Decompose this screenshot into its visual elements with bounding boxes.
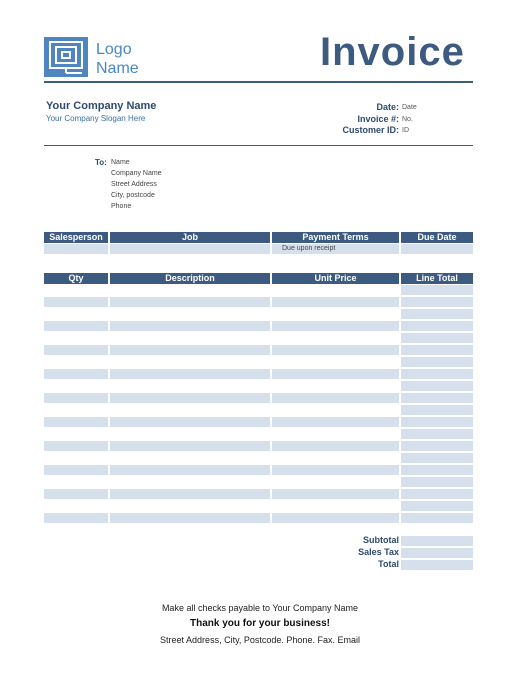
qty-cell[interactable] bbox=[44, 345, 108, 355]
payment-terms-cell[interactable]: Due upon receipt bbox=[272, 244, 399, 254]
description-cell[interactable] bbox=[110, 417, 270, 427]
invoice-number-label: Invoice #: bbox=[357, 114, 399, 124]
line-total-cell[interactable] bbox=[401, 465, 473, 475]
line-total-cell[interactable] bbox=[401, 333, 473, 343]
due-date-header: Due Date bbox=[401, 232, 473, 243]
date-label: Date: bbox=[376, 102, 399, 112]
to-phone: Phone bbox=[111, 203, 132, 210]
line-total-cell[interactable] bbox=[401, 417, 473, 427]
job-header: Job bbox=[110, 232, 270, 243]
salesperson-cell[interactable] bbox=[44, 244, 108, 254]
line-total-cell[interactable] bbox=[401, 405, 473, 415]
logo-name bbox=[96, 40, 139, 78]
thank-you-note: Thank you for your business! bbox=[189, 618, 331, 629]
company-name: Your Company Name bbox=[46, 100, 157, 112]
line-total-cell[interactable] bbox=[401, 309, 473, 319]
company-slogan: Your Company Slogan Here bbox=[46, 114, 146, 123]
unit-price-cell[interactable] bbox=[272, 321, 399, 331]
customer-id-label: Customer ID: bbox=[342, 125, 399, 135]
description-cell[interactable] bbox=[110, 345, 270, 355]
line-total-cell[interactable] bbox=[401, 441, 473, 451]
salesperson-header: Salesperson bbox=[44, 232, 108, 243]
description-cell[interactable] bbox=[110, 513, 270, 523]
line-total-cell[interactable] bbox=[401, 489, 473, 499]
unit-price-cell[interactable] bbox=[272, 441, 399, 451]
line-total-cell[interactable] bbox=[401, 381, 473, 391]
description-cell[interactable] bbox=[110, 441, 270, 451]
top-divider bbox=[44, 81, 473, 83]
description-cell[interactable] bbox=[110, 393, 270, 403]
description-cell[interactable] bbox=[110, 489, 270, 499]
customer-id-value: ID bbox=[402, 127, 409, 134]
qty-header: Qty bbox=[44, 273, 108, 284]
description-header: Description bbox=[110, 273, 270, 284]
invoice-number-value: No. bbox=[402, 116, 413, 123]
line-total-cell[interactable] bbox=[401, 501, 473, 511]
to-label: To: bbox=[95, 158, 107, 167]
payment-terms-header: Payment Terms bbox=[272, 232, 399, 243]
line-total-cell[interactable] bbox=[401, 477, 473, 487]
unit-price-cell[interactable] bbox=[272, 417, 399, 427]
qty-cell[interactable] bbox=[44, 465, 108, 475]
sales-tax-label: Sales Tax bbox=[358, 547, 399, 557]
line-total-header: Line Total bbox=[401, 273, 473, 284]
logo-line-2: Name bbox=[96, 60, 139, 77]
date-value: Date bbox=[402, 104, 417, 111]
unit-price-cell[interactable] bbox=[272, 345, 399, 355]
to-street: Street Address bbox=[111, 181, 157, 188]
line-total-cell[interactable] bbox=[401, 357, 473, 367]
total-label: Total bbox=[378, 559, 399, 569]
unit-price-cell[interactable] bbox=[272, 297, 399, 307]
line-total-cell[interactable] bbox=[401, 393, 473, 403]
description-cell[interactable] bbox=[110, 465, 270, 475]
page-title: Invoice bbox=[320, 30, 465, 74]
unit-price-cell[interactable] bbox=[272, 369, 399, 379]
due-date-cell[interactable] bbox=[401, 244, 473, 254]
description-cell[interactable] bbox=[110, 297, 270, 307]
logo-image bbox=[44, 37, 88, 77]
qty-cell[interactable] bbox=[44, 441, 108, 451]
sales-tax-value[interactable] bbox=[401, 548, 473, 558]
qty-cell[interactable] bbox=[44, 417, 108, 427]
description-cell[interactable] bbox=[110, 369, 270, 379]
to-name: Name bbox=[111, 159, 130, 166]
to-city: City, postcode bbox=[111, 192, 155, 199]
qty-cell[interactable] bbox=[44, 513, 108, 523]
checks-payable-note: Make all checks payable to Your Company Name bbox=[161, 603, 359, 613]
unit-price-cell[interactable] bbox=[272, 513, 399, 523]
line-total-cell[interactable] bbox=[401, 321, 473, 331]
unit-price-cell[interactable] bbox=[272, 489, 399, 499]
qty-cell[interactable] bbox=[44, 297, 108, 307]
line-total-cell[interactable] bbox=[401, 369, 473, 379]
unit-price-cell[interactable] bbox=[272, 393, 399, 403]
line-total-cell[interactable] bbox=[401, 429, 473, 439]
footer-contact: Street Address, City, Postcode. Phone. Fax. Email bbox=[160, 635, 360, 645]
qty-cell[interactable] bbox=[44, 321, 108, 331]
unit-price-cell[interactable] bbox=[272, 465, 399, 475]
qty-cell[interactable] bbox=[44, 369, 108, 379]
description-cell[interactable] bbox=[110, 321, 270, 331]
qty-cell[interactable] bbox=[44, 393, 108, 403]
subtotal-label: Subtotal bbox=[363, 535, 399, 545]
logo-line-1: Logo bbox=[96, 41, 132, 58]
maze-logo-icon bbox=[44, 37, 88, 77]
line-total-cell[interactable] bbox=[401, 453, 473, 463]
total-value[interactable] bbox=[401, 560, 473, 570]
line-total-cell[interactable] bbox=[401, 513, 473, 523]
header-divider bbox=[44, 145, 473, 146]
to-company: Company Name bbox=[111, 170, 162, 177]
line-total-cell[interactable] bbox=[401, 297, 473, 307]
unit-price-header: Unit Price bbox=[272, 273, 399, 284]
line-total-cell[interactable] bbox=[401, 285, 473, 295]
line-total-cell[interactable] bbox=[401, 345, 473, 355]
job-cell[interactable] bbox=[110, 244, 270, 254]
qty-cell[interactable] bbox=[44, 489, 108, 499]
subtotal-value[interactable] bbox=[401, 536, 473, 546]
